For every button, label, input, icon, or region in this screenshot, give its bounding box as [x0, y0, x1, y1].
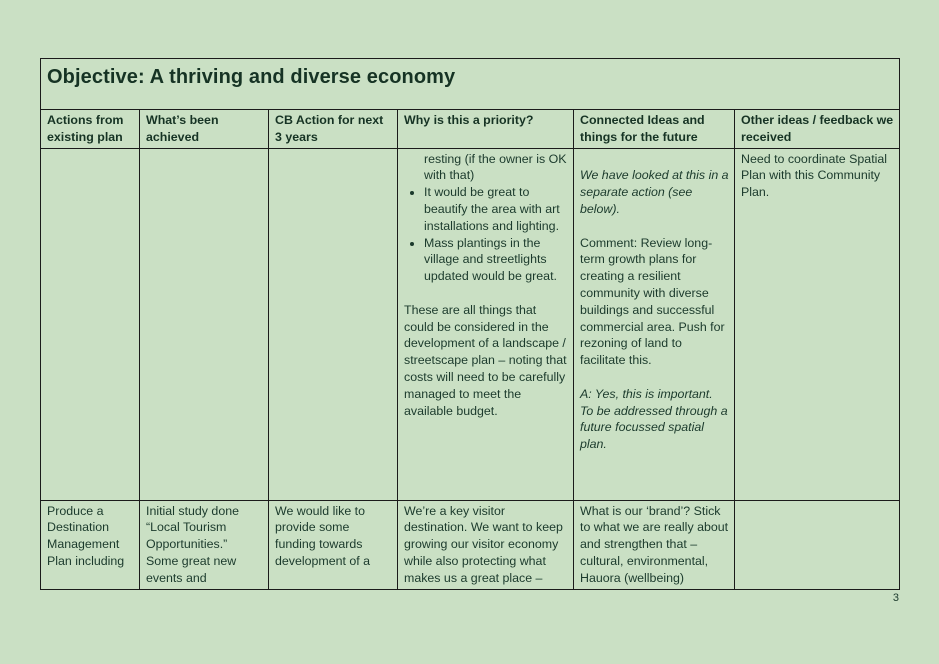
title-row [41, 59, 900, 110]
actions-cell: Produce a Destination Management Plan including [41, 500, 140, 589]
table-row [41, 148, 900, 500]
achieved-cell: Initial study done “Local Tourism Opportunities.” Some great new events and [140, 500, 269, 589]
column-header-achieved: What’s been achieved [140, 110, 269, 149]
column-header-connected-ideas: Connected Ideas and things for the future [574, 110, 735, 149]
priority-paragraph: These are all things that could be considered in the development of a landscape / streetscape plan – noting that costs will need to be carefully managed to meet the available budget. [404, 302, 567, 418]
column-header-priority: Why is this a priority? [398, 110, 574, 149]
achieved-cell [140, 148, 269, 500]
priority-bullet-list [404, 151, 568, 285]
column-header-cb-action: CB Action for next 3 years [269, 110, 398, 149]
other-feedback-cell: Need to coordinate Spatial Plan with this Community Plan. [735, 148, 900, 500]
priority-cell: We’re a key visitor destination. We want to keep growing our visitor economy while also protecting what makes us a great place – [398, 500, 574, 589]
cb-action-cell [269, 148, 398, 500]
list-item: • It would be great to beautify the area with art installations and lighting. [424, 184, 568, 234]
priority-cell [398, 148, 574, 500]
page-number: 3 [892, 592, 899, 604]
connected-ideas-cell: What is our ‘brand’? Stick to what we are really about and strengthen that – cultural, environmental, Hauora (wellbeing) [574, 500, 735, 589]
column-header-other-feedback: Other ideas / feedback we received [735, 110, 900, 149]
list-item: resting (if the owner is OK with that) [424, 151, 567, 183]
table-row [41, 500, 900, 589]
objective-table-frame [40, 58, 898, 590]
connected-ideas-cell [574, 148, 735, 500]
list-item: • Mass plantings in the village and streetlights updated would be great. [424, 235, 568, 285]
connected-answer: A: Yes, this is important. To be addressed through a future focussed spatial plan. [580, 386, 728, 452]
objective-table [40, 58, 900, 590]
connected-note: We have looked at this in a separate action (see below). [580, 168, 729, 216]
column-header-actions: Actions from existing plan [41, 110, 140, 149]
actions-cell [41, 148, 140, 500]
other-feedback-cell [735, 500, 900, 589]
cb-action-cell: We would like to provide some funding towards development of a [269, 500, 398, 589]
connected-comment: Comment: Review long-term growth plans for creating a resilient community with diverse buildings and successful commercial area. Push for rezoning of land to facilitate this. [580, 235, 725, 368]
objective-title: Objective: A thriving and diverse economy [41, 59, 900, 110]
header-row [41, 110, 900, 149]
